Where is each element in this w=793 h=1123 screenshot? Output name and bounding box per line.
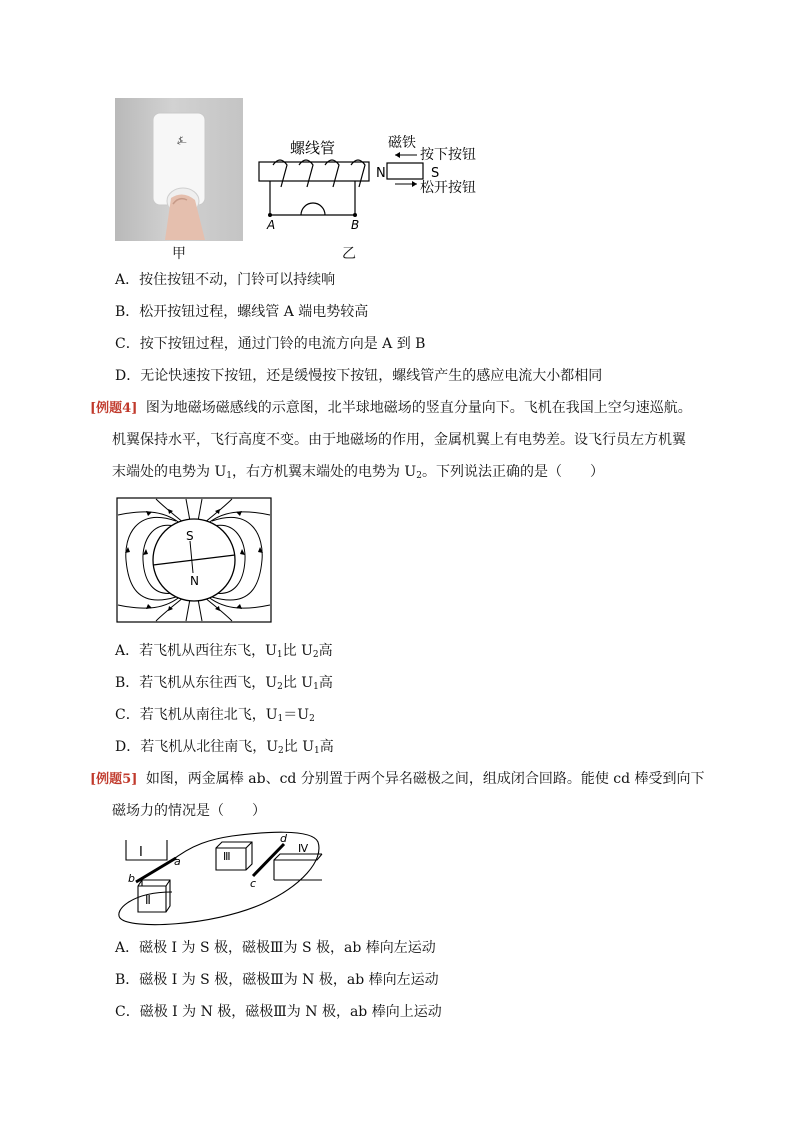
solenoid-diagram	[255, 135, 495, 235]
ex4-option-a: A．若飞机从西往东飞，$U_1$比 $U_2$高	[115, 643, 333, 660]
ex4-option-c: C．若飞机从南往北飞，$U_1=U_2$	[115, 707, 315, 724]
rod-a-label: a	[174, 855, 181, 868]
fig-yi-label: 乙	[342, 246, 356, 262]
press-label: 按下按钮	[420, 147, 476, 163]
ex4-line-3	[112, 462, 604, 486]
rod-b-label: b	[128, 872, 135, 885]
ex4-option-b: B．若飞机从东往西飞，$U_2$比 $U_1$高	[115, 675, 333, 692]
geomagnetic-field-diagram	[116, 497, 272, 623]
fig-jia-label: 甲	[172, 246, 186, 262]
ex5-option-a: A．磁极 I 为 S 极，磁极Ⅲ为 S 极，ab 棒向左运动	[115, 940, 436, 956]
geo-s-label: S	[186, 529, 194, 543]
svg-text:⍼: ⍼	[177, 134, 187, 147]
ex4-sub-1: 1	[226, 471, 232, 481]
pole-i-label: Ⅰ	[139, 845, 143, 860]
ex4-sub-2: 2	[416, 471, 422, 481]
magnet-s-pole: S	[431, 166, 440, 181]
pole-iii-label: Ⅲ	[223, 850, 231, 863]
terminal-a: A	[267, 218, 276, 232]
ex4-text-1: 图为地磁场磁感线的示意图，北半球地磁场的竖直分量向下。飞机在我国上空匀速巡航。	[145, 400, 692, 416]
ex4-tag: [例题4]	[90, 401, 138, 416]
ex5-option-c: C．磁极 I 为 N 极，磁极Ⅲ为 N 极，ab 棒向上运动	[115, 1004, 442, 1020]
ex4-option-d: D．若飞机从北往南飞，$U_2$比 $U_1$高	[115, 739, 334, 756]
doorbell-photo-drawing	[115, 98, 243, 241]
solenoid-label: 螺线管	[290, 139, 336, 157]
doorbell-photo	[115, 98, 243, 241]
magnet-n-pole: N	[376, 166, 386, 181]
ex5-tag: [例题5]	[90, 772, 138, 787]
ex5-option-b: B．磁极 I 为 S 极，磁极Ⅲ为 N 极，ab 棒向左运动	[115, 972, 439, 988]
ex5-line-1	[90, 769, 705, 790]
pole-ii-label: Ⅱ	[145, 893, 151, 907]
rod-d-label: d	[280, 832, 287, 845]
terminal-b: B	[351, 218, 360, 232]
magnet-label: 磁铁	[388, 135, 416, 151]
ex5-line-2: 磁场力的情况是（ ）	[112, 803, 266, 819]
rod-c-label: c	[250, 877, 257, 890]
ex4-text-3a: 末端处的电势为 U	[112, 464, 227, 480]
ex5-text-1: 如图，两金属棒 ab、cd 分别置于两个异名磁极之间，组成闭合回路。能使 cd 棒受到向下	[145, 771, 705, 787]
q3-option-a: A．按住按钮不动，门铃可以持续响	[115, 272, 336, 288]
ex4-text-3c: 。下列说法正确的是（ ）	[421, 464, 604, 480]
release-label: 松开按钮	[420, 180, 476, 196]
q3-option-c: C．按下按钮过程，通过门铃的电流方向是 A 到 B	[115, 336, 426, 352]
ex4-line-2: 机翼保持水平，飞行高度不变。由于地磁场的作用，金属机翼上有电势差。设飞行员左方机翼	[112, 432, 686, 448]
ex4-line-1	[90, 398, 692, 419]
q3-option-d: D．无论快速按下按钮，还是缓慢按下按钮，螺线管产生的感应电流大小都相同	[115, 368, 603, 384]
magnet-rods-diagram	[112, 830, 327, 930]
pole-iv-label: Ⅳ	[298, 842, 309, 855]
q3-option-b: B．松开按钮过程，螺线管 A 端电势较高	[115, 304, 369, 320]
geo-n-label: N	[190, 574, 199, 588]
ex4-text-3b: ，右方机翼末端处的电势为 U	[231, 464, 417, 480]
